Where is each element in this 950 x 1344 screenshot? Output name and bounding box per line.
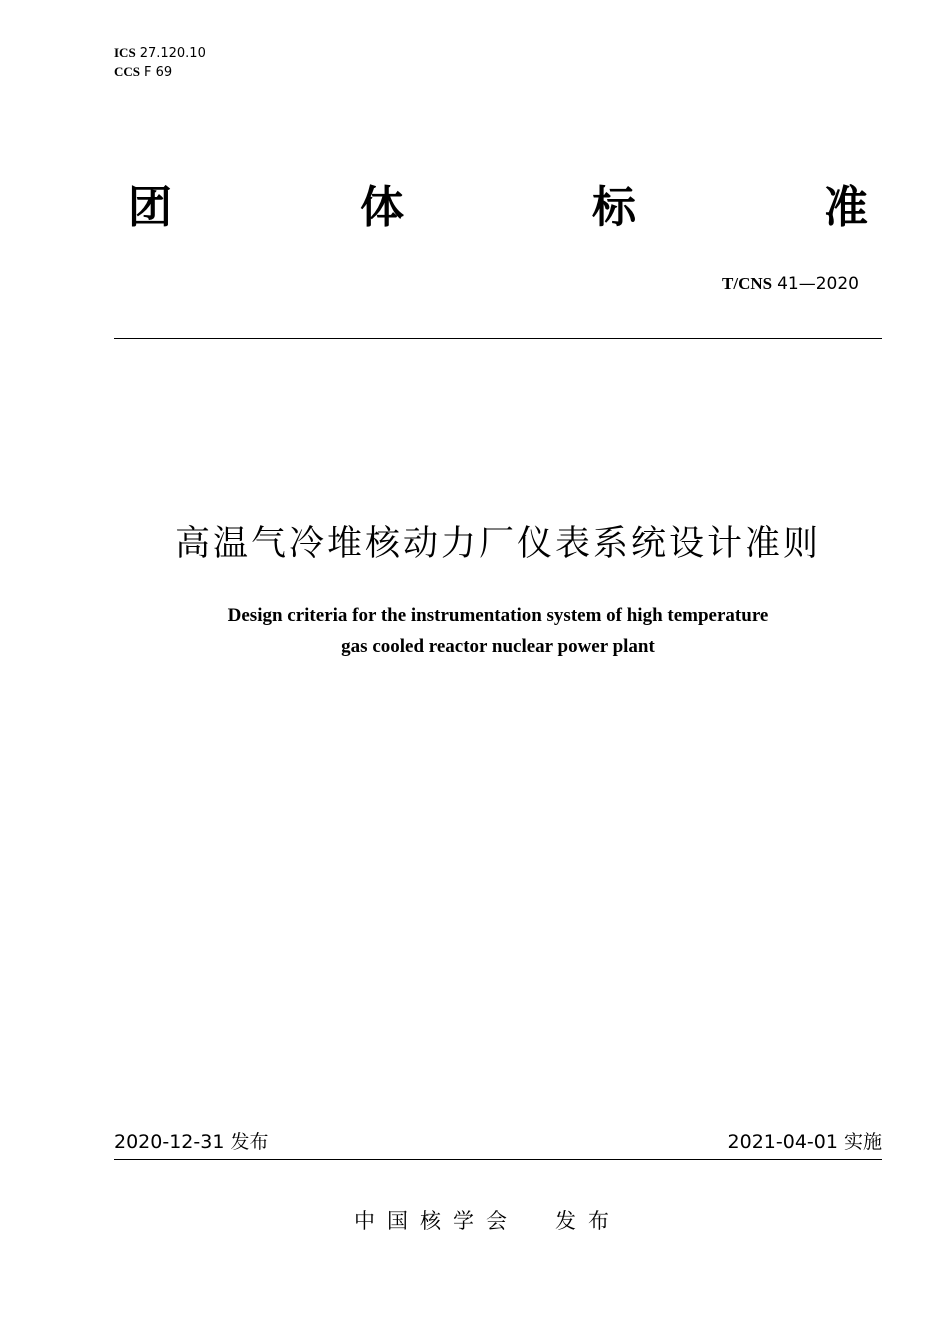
standard-number <box>722 272 859 296</box>
standard-type-char-2: 体 <box>360 182 404 233</box>
top-divider <box>114 338 882 339</box>
bottom-divider <box>114 1159 882 1160</box>
publisher-name: 中国核学会 <box>354 1209 519 1233</box>
standard-type-char-4: 准 <box>824 182 868 233</box>
effective-date: 2021-04-01 实施 <box>727 1131 882 1153</box>
standard-type-heading <box>128 180 868 236</box>
standard-number-value: 41—2020 <box>777 274 859 294</box>
standard-type-char-1: 团 <box>128 182 172 233</box>
ccs-line <box>114 63 206 82</box>
publisher <box>354 1205 621 1237</box>
ccs-label: CCS <box>114 64 141 79</box>
standard-type-char-3: 标 <box>592 182 636 233</box>
english-title-line-2: gas cooled reactor nuclear power plant <box>341 636 655 657</box>
standard-number-prefix: T/CNS <box>722 274 773 293</box>
ics-label: ICS <box>114 45 136 60</box>
issue-date: 2020-12-31 发布 <box>114 1131 269 1153</box>
chinese-title: 高温气冷堆核动力厂仪表系统设计准则 <box>174 524 821 564</box>
ics-code: 27.120.10 <box>139 46 206 61</box>
classification-codes <box>114 44 206 82</box>
english-title <box>0 600 950 662</box>
ics-line <box>114 44 206 63</box>
ccs-code: F 69 <box>144 65 173 80</box>
english-title-line-1: Design criteria for the instrumentation system of high temperature <box>227 605 769 626</box>
publisher-action: 发布 <box>555 1209 621 1233</box>
